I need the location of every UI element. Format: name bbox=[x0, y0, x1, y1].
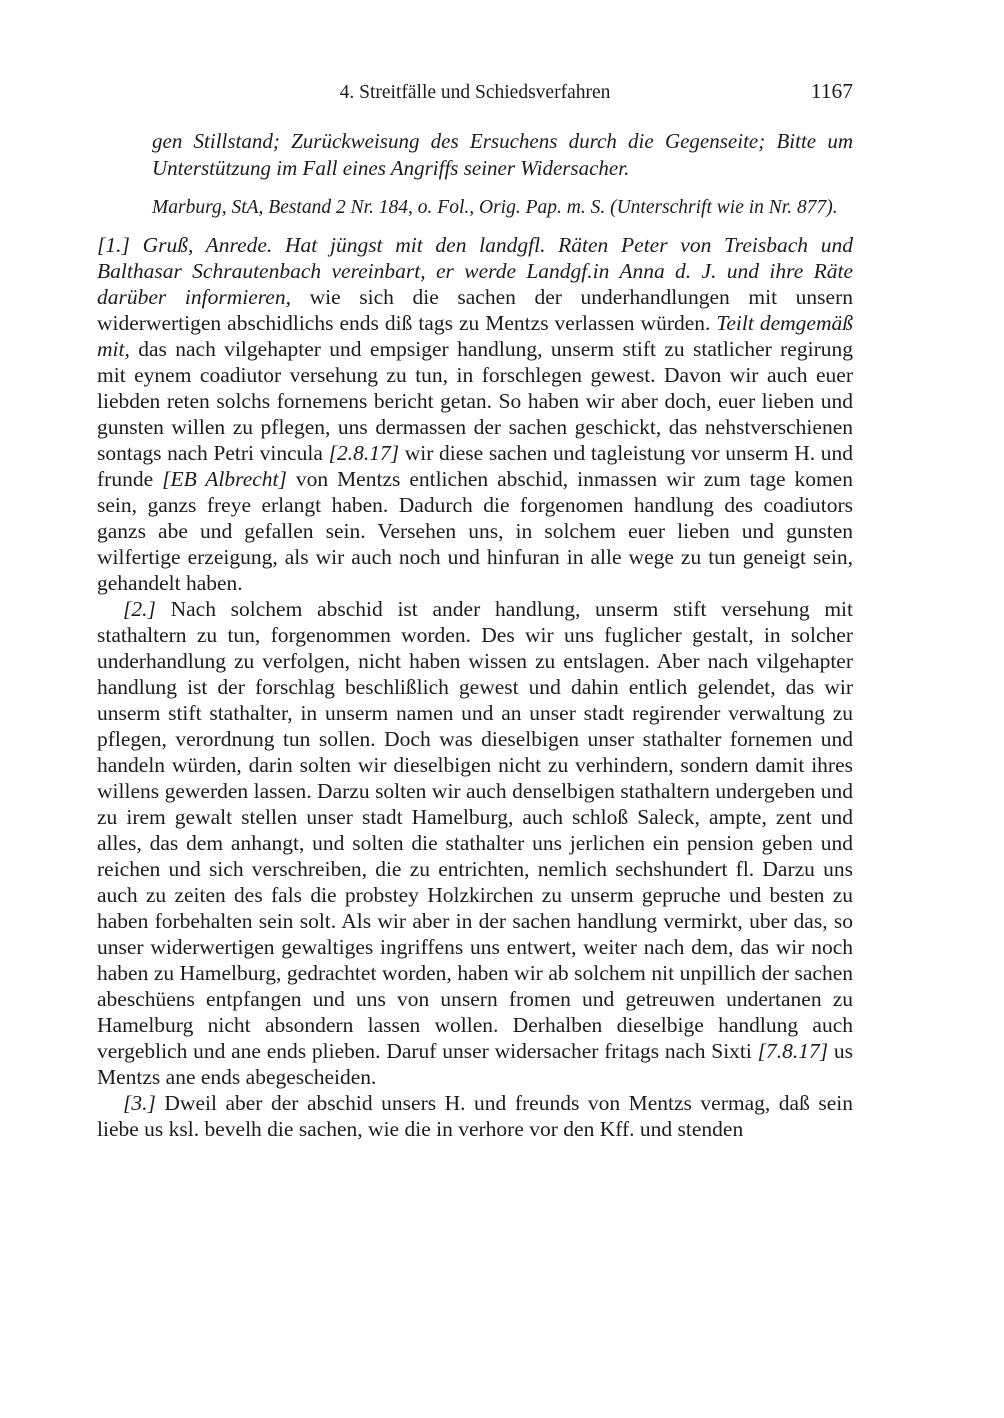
document-body bbox=[97, 232, 853, 1142]
text-segment: wie sich die sachen der underhandlungen mit unsern widerwertigen abschidlichs ends diß tags zu Mentzs verlassen würden. bbox=[97, 285, 853, 335]
section-title: 4. Streitfälle und Schiedsverfahren bbox=[339, 82, 611, 103]
text-segment: [2.8.17] bbox=[328, 441, 400, 465]
body-paragraph-3 bbox=[97, 1090, 853, 1142]
page-number: 1167 bbox=[810, 79, 853, 103]
text-segment: von Mentzs entlichen abschid, inmassen wir zum tage komen sein, ganzs freye erlangt haben. Dadurch die forgenomen handlung des coadiutors ganzs abe und gefallen sein. Versehen uns, in solchem euer lieben und gunsten wilfertige erzeigung, als wir auch noch und hinfuran in alle wege zu tun geneigt sein, gehandelt haben. bbox=[97, 467, 853, 595]
running-head bbox=[97, 80, 853, 106]
body-paragraph-2 bbox=[97, 596, 853, 1090]
text-segment: us Mentzs ane ends abegescheiden. bbox=[97, 1039, 853, 1089]
text-segment: [3.] bbox=[123, 1091, 165, 1115]
text-block bbox=[97, 80, 853, 1142]
text-segment: gen Stillstand; Zurückweisung des Ersuchens durch die Gegenseite; Bitte um Unterstützung im Fall eines Angriffs seiner Widersacher. bbox=[152, 129, 853, 180]
text-segment: Marburg, StA, Bestand 2 Nr. 184, o. Fol., Orig. Pap. m. S. (Unterschrift wie in Nr. 877). bbox=[152, 197, 838, 218]
text-segment: [2.] bbox=[123, 597, 171, 621]
text-segment: wir diese sachen und tagleistung vor unserm H. und frunde bbox=[97, 441, 853, 491]
text-segment: [EB Albrecht] bbox=[162, 467, 287, 491]
text-segment: Dweil aber der abschid unsers H. und freunds von Mentzs vermag, daß sein liebe us ksl. bevelh die sachen, wie die in verhore vor den Kff. und stenden bbox=[97, 1091, 854, 1141]
text-segment: das nach vilgehapter und empsiger handlung, unserm stift zu statlicher regirung mit eynem coadiutor versehung zu tun, in forschlegen gewest. Davon wir auch euer liebden reten solchs fornemens bericht getan. So haben wir aber doch, euer lieben und gunsten willen zu pflegen, uns dermassen der sachen geschickt, das nehstverschienen sontags nach Petri vincula bbox=[97, 337, 853, 465]
source-citation bbox=[152, 194, 853, 221]
text-segment: Nach solchem abschid ist ander handlung, unserm stift versehung mit stathaltern zu tun, forgenommen worden. Des wir uns fuglicher gestalt, in solcher underhandlung zu verfolgen, nicht haben wissen zu entslagen. Aber nach vilgehapter handlung ist der forschlag beschlißlich gewest und dahin entlich gelendet, das wir unserm stift stathalter, in unserm namen und an unser stadt regirender verwaltung zu pflegen, verordnung tun sollen. Doch was dieselbigen unser stathalter fornemen und handeln würden, darin solten wir dieselbigen nicht zu verhindern, sondern damit ihres willens gewerden lassen. Darzu solten wir auch denselbigen stathaltern undergeben und zu irem gewalt stellen unser stadt Hamelburg, auch schloß Saleck, ampte, zent und alles, das dem anhangt, und solten die stathalter uns jerlichen ein pension geben und reichen und sich verschreiben, die zu entrichten, nemlich sechshundert fl. Darzu uns auch zu zeiten des fals die probstey Holzkirchen zu unserm gepruche und besten zu haben forbehalten sein solt. Als wir aber in der sachen handlung vermirkt, uber das, so unser widerwertigen gewaltiges ingriffens uns entwert, weiter nach dem, das wir noch haben zu Hamelburg, gedrachtet worden, haben wir ab solchem nit unpillich der sachen abeschüens entpfangen und uns von unsern fromen und getreuwen undertanen zu Hamelburg nicht absondern lassen wollen. Derhalben dieselbige handlung auch vergeblich und ane ends plieben. Daruf unser widersacher fritags nach Sixti bbox=[97, 597, 853, 1063]
text-segment: Teilt demgemäß mit, bbox=[97, 311, 853, 361]
body-paragraph-1 bbox=[97, 232, 853, 596]
regest-summary bbox=[152, 128, 853, 182]
text-segment: [7.8.17] bbox=[757, 1039, 829, 1063]
text-segment: [1.] Gruß, Anrede. Hat jüngst mit den landgfl. Räten Peter von Treisbach und Balthasar Schrautenbach vereinbart, er werde Landgf.in Anna d. J. und ihre Räte darüber informieren, bbox=[97, 233, 853, 309]
